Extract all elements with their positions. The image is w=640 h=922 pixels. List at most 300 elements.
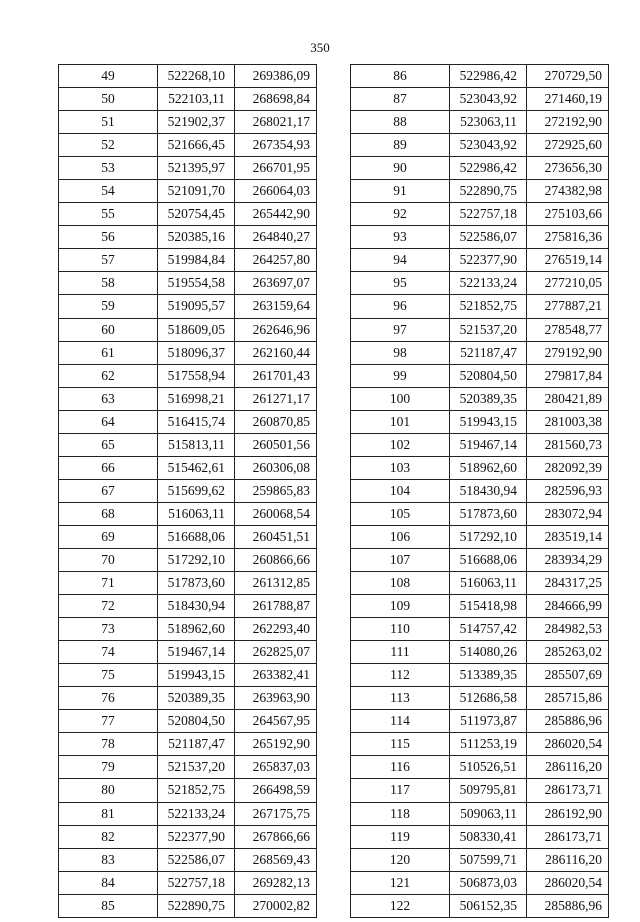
x-coordinate-cell: 521902,37 — [158, 111, 235, 134]
x-coordinate-cell: 506873,03 — [450, 871, 527, 894]
y-coordinate-cell: 275816,36 — [527, 226, 609, 249]
table-row — [351, 779, 609, 802]
x-coordinate-cell: 520385,16 — [158, 226, 235, 249]
y-coordinate-cell: 280421,89 — [527, 387, 609, 410]
x-coordinate-cell: 517292,10 — [158, 548, 235, 571]
x-coordinate-cell: 522986,42 — [450, 157, 527, 180]
point-number-cell: 86 — [351, 65, 450, 88]
x-coordinate-cell: 513389,35 — [450, 664, 527, 687]
table-row — [351, 387, 609, 410]
x-coordinate-cell: 522103,11 — [158, 88, 235, 111]
x-coordinate-cell: 518430,94 — [158, 595, 235, 618]
point-number-cell: 69 — [59, 525, 158, 548]
y-coordinate-cell: 260306,08 — [235, 456, 317, 479]
x-coordinate-cell: 521852,75 — [450, 295, 527, 318]
table-row — [59, 65, 317, 88]
point-number-cell: 87 — [351, 88, 450, 111]
table-row — [351, 88, 609, 111]
y-coordinate-cell: 285715,86 — [527, 687, 609, 710]
y-coordinate-cell: 276519,14 — [527, 249, 609, 272]
table-row — [351, 226, 609, 249]
point-number-cell: 72 — [59, 595, 158, 618]
y-coordinate-cell: 261271,17 — [235, 387, 317, 410]
point-number-cell: 98 — [351, 341, 450, 364]
x-coordinate-cell: 523043,92 — [450, 88, 527, 111]
y-coordinate-cell: 284666,99 — [527, 595, 609, 618]
table-row — [351, 180, 609, 203]
table-row — [59, 341, 317, 364]
table-row — [59, 664, 317, 687]
point-number-cell: 91 — [351, 180, 450, 203]
point-number-cell: 90 — [351, 157, 450, 180]
y-coordinate-cell: 264840,27 — [235, 226, 317, 249]
table-row — [351, 249, 609, 272]
y-coordinate-cell: 263963,90 — [235, 687, 317, 710]
x-coordinate-cell: 522586,07 — [450, 226, 527, 249]
table-row — [59, 848, 317, 871]
y-coordinate-cell: 261788,87 — [235, 595, 317, 618]
x-coordinate-cell: 519554,58 — [158, 272, 235, 295]
y-coordinate-cell: 277210,05 — [527, 272, 609, 295]
point-number-cell: 102 — [351, 433, 450, 456]
table-row — [59, 410, 317, 433]
table-row — [59, 433, 317, 456]
point-number-cell: 55 — [59, 203, 158, 226]
y-coordinate-cell: 286192,90 — [527, 802, 609, 825]
y-coordinate-cell: 268698,84 — [235, 88, 317, 111]
x-coordinate-cell: 522890,75 — [158, 894, 235, 917]
x-coordinate-cell: 519467,14 — [158, 641, 235, 664]
table-row — [59, 779, 317, 802]
point-number-cell: 82 — [59, 825, 158, 848]
coordinates-table-left — [58, 64, 317, 918]
table-row — [59, 88, 317, 111]
table-row — [59, 502, 317, 525]
point-number-cell: 100 — [351, 387, 450, 410]
x-coordinate-cell: 523063,11 — [450, 111, 527, 134]
point-number-cell: 84 — [59, 871, 158, 894]
table-row — [59, 134, 317, 157]
table-row — [351, 525, 609, 548]
x-coordinate-cell: 522757,18 — [450, 203, 527, 226]
point-number-cell: 97 — [351, 318, 450, 341]
y-coordinate-cell: 282092,39 — [527, 456, 609, 479]
table-row — [351, 479, 609, 502]
x-coordinate-cell: 517873,60 — [158, 572, 235, 595]
page-number: 350 — [310, 40, 330, 55]
y-coordinate-cell: 284982,53 — [527, 618, 609, 641]
y-coordinate-cell: 260451,51 — [235, 525, 317, 548]
table-row — [351, 548, 609, 571]
table-row — [59, 687, 317, 710]
y-coordinate-cell: 264257,80 — [235, 249, 317, 272]
point-number-cell: 116 — [351, 756, 450, 779]
table-row — [59, 710, 317, 733]
y-coordinate-cell: 262293,40 — [235, 618, 317, 641]
y-coordinate-cell: 261312,85 — [235, 572, 317, 595]
x-coordinate-cell: 522986,42 — [450, 65, 527, 88]
table-row — [351, 203, 609, 226]
y-coordinate-cell: 284317,25 — [527, 572, 609, 595]
x-coordinate-cell: 521666,45 — [158, 134, 235, 157]
point-number-cell: 79 — [59, 756, 158, 779]
y-coordinate-cell: 269386,09 — [235, 65, 317, 88]
x-coordinate-cell: 521091,70 — [158, 180, 235, 203]
point-number-cell: 50 — [59, 88, 158, 111]
point-number-cell: 78 — [59, 733, 158, 756]
y-coordinate-cell: 262646,96 — [235, 318, 317, 341]
point-number-cell: 122 — [351, 894, 450, 917]
point-number-cell: 96 — [351, 295, 450, 318]
x-coordinate-cell: 515462,61 — [158, 456, 235, 479]
x-coordinate-cell: 512686,58 — [450, 687, 527, 710]
y-coordinate-cell: 286173,71 — [527, 825, 609, 848]
y-coordinate-cell: 272192,90 — [527, 111, 609, 134]
y-coordinate-cell: 264567,95 — [235, 710, 317, 733]
point-number-cell: 58 — [59, 272, 158, 295]
x-coordinate-cell: 516063,11 — [450, 572, 527, 595]
point-number-cell: 70 — [59, 548, 158, 571]
table-row — [351, 295, 609, 318]
point-number-cell: 57 — [59, 249, 158, 272]
point-number-cell: 111 — [351, 641, 450, 664]
table-row — [351, 65, 609, 88]
coordinates-table-right — [350, 64, 609, 918]
x-coordinate-cell: 520389,35 — [450, 387, 527, 410]
x-coordinate-cell: 519095,57 — [158, 295, 235, 318]
point-number-cell: 49 — [59, 65, 158, 88]
y-coordinate-cell: 260068,54 — [235, 502, 317, 525]
x-coordinate-cell: 523043,92 — [450, 134, 527, 157]
table-row — [59, 618, 317, 641]
x-coordinate-cell: 509795,81 — [450, 779, 527, 802]
table-row — [59, 180, 317, 203]
y-coordinate-cell: 262160,44 — [235, 341, 317, 364]
point-number-cell: 114 — [351, 710, 450, 733]
x-coordinate-cell: 522890,75 — [450, 180, 527, 203]
x-coordinate-cell: 520754,45 — [158, 203, 235, 226]
y-coordinate-cell: 266701,95 — [235, 157, 317, 180]
table-row — [351, 272, 609, 295]
point-number-cell: 56 — [59, 226, 158, 249]
table-row — [59, 456, 317, 479]
x-coordinate-cell: 519943,15 — [450, 410, 527, 433]
point-number-cell: 61 — [59, 341, 158, 364]
table-row — [351, 664, 609, 687]
table-row — [351, 710, 609, 733]
table-row — [351, 157, 609, 180]
x-coordinate-cell: 522586,07 — [158, 848, 235, 871]
x-coordinate-cell: 518609,05 — [158, 318, 235, 341]
x-coordinate-cell: 516415,74 — [158, 410, 235, 433]
table-row — [59, 572, 317, 595]
x-coordinate-cell: 519984,84 — [158, 249, 235, 272]
table-row — [59, 525, 317, 548]
x-coordinate-cell: 515699,62 — [158, 479, 235, 502]
y-coordinate-cell: 263382,41 — [235, 664, 317, 687]
point-number-cell: 76 — [59, 687, 158, 710]
point-number-cell: 121 — [351, 871, 450, 894]
x-coordinate-cell: 516688,06 — [158, 525, 235, 548]
point-number-cell: 75 — [59, 664, 158, 687]
x-coordinate-cell: 515418,98 — [450, 595, 527, 618]
point-number-cell: 94 — [351, 249, 450, 272]
point-number-cell: 105 — [351, 502, 450, 525]
y-coordinate-cell: 265837,03 — [235, 756, 317, 779]
coordinates-table-right-body — [351, 65, 609, 918]
table-row — [59, 203, 317, 226]
y-coordinate-cell: 272925,60 — [527, 134, 609, 157]
x-coordinate-cell: 521537,20 — [158, 756, 235, 779]
x-coordinate-cell: 519467,14 — [450, 433, 527, 456]
table-row — [59, 595, 317, 618]
y-coordinate-cell: 271460,19 — [527, 88, 609, 111]
table-row — [351, 410, 609, 433]
x-coordinate-cell: 511973,87 — [450, 710, 527, 733]
point-number-cell: 71 — [59, 572, 158, 595]
point-number-cell: 52 — [59, 134, 158, 157]
y-coordinate-cell: 285263,02 — [527, 641, 609, 664]
x-coordinate-cell: 509063,11 — [450, 802, 527, 825]
point-number-cell: 120 — [351, 848, 450, 871]
x-coordinate-cell: 518962,60 — [158, 618, 235, 641]
x-coordinate-cell: 522268,10 — [158, 65, 235, 88]
coordinates-table-left-body — [59, 65, 317, 918]
x-coordinate-cell: 517558,94 — [158, 364, 235, 387]
table-row — [351, 756, 609, 779]
y-coordinate-cell: 285507,69 — [527, 664, 609, 687]
x-coordinate-cell: 516063,11 — [158, 502, 235, 525]
point-number-cell: 68 — [59, 502, 158, 525]
x-coordinate-cell: 520804,50 — [158, 710, 235, 733]
point-number-cell: 59 — [59, 295, 158, 318]
y-coordinate-cell: 259865,83 — [235, 479, 317, 502]
y-coordinate-cell: 275103,66 — [527, 203, 609, 226]
x-coordinate-cell: 516998,21 — [158, 387, 235, 410]
table-row — [351, 871, 609, 894]
point-number-cell: 107 — [351, 548, 450, 571]
y-coordinate-cell: 266064,03 — [235, 180, 317, 203]
table-row — [351, 641, 609, 664]
y-coordinate-cell: 286116,20 — [527, 756, 609, 779]
y-coordinate-cell: 266498,59 — [235, 779, 317, 802]
table-row — [351, 618, 609, 641]
point-number-cell: 77 — [59, 710, 158, 733]
table-row — [351, 318, 609, 341]
point-number-cell: 106 — [351, 525, 450, 548]
x-coordinate-cell: 514080,26 — [450, 641, 527, 664]
x-coordinate-cell: 517292,10 — [450, 525, 527, 548]
point-number-cell: 88 — [351, 111, 450, 134]
point-number-cell: 62 — [59, 364, 158, 387]
y-coordinate-cell: 270729,50 — [527, 65, 609, 88]
point-number-cell: 81 — [59, 802, 158, 825]
point-number-cell: 118 — [351, 802, 450, 825]
point-number-cell: 60 — [59, 318, 158, 341]
table-row — [59, 733, 317, 756]
table-row — [351, 111, 609, 134]
point-number-cell: 66 — [59, 456, 158, 479]
table-row — [351, 456, 609, 479]
x-coordinate-cell: 520804,50 — [450, 364, 527, 387]
table-row — [59, 226, 317, 249]
y-coordinate-cell: 277887,21 — [527, 295, 609, 318]
table-row — [351, 341, 609, 364]
y-coordinate-cell: 285886,96 — [527, 894, 609, 917]
x-coordinate-cell: 518096,37 — [158, 341, 235, 364]
table-row — [351, 595, 609, 618]
table-row — [351, 433, 609, 456]
y-coordinate-cell: 283519,14 — [527, 525, 609, 548]
x-coordinate-cell: 520389,35 — [158, 687, 235, 710]
table-row — [59, 641, 317, 664]
table-row — [59, 272, 317, 295]
y-coordinate-cell: 265192,90 — [235, 733, 317, 756]
x-coordinate-cell: 507599,71 — [450, 848, 527, 871]
table-row — [59, 111, 317, 134]
table-row — [351, 687, 609, 710]
y-coordinate-cell: 286116,20 — [527, 848, 609, 871]
point-number-cell: 101 — [351, 410, 450, 433]
x-coordinate-cell: 518962,60 — [450, 456, 527, 479]
y-coordinate-cell: 269282,13 — [235, 871, 317, 894]
table-row — [59, 318, 317, 341]
point-number-cell: 109 — [351, 595, 450, 618]
point-number-cell: 95 — [351, 272, 450, 295]
table-row — [59, 387, 317, 410]
y-coordinate-cell: 261701,43 — [235, 364, 317, 387]
x-coordinate-cell: 521852,75 — [158, 779, 235, 802]
x-coordinate-cell: 521187,47 — [158, 733, 235, 756]
table-row — [351, 502, 609, 525]
y-coordinate-cell: 262825,07 — [235, 641, 317, 664]
table-row — [59, 871, 317, 894]
table-row — [351, 894, 609, 917]
point-number-cell: 53 — [59, 157, 158, 180]
point-number-cell: 92 — [351, 203, 450, 226]
table-row — [351, 848, 609, 871]
y-coordinate-cell: 263159,64 — [235, 295, 317, 318]
table-row — [59, 894, 317, 917]
x-coordinate-cell: 521395,97 — [158, 157, 235, 180]
point-number-cell: 108 — [351, 572, 450, 595]
y-coordinate-cell: 260866,66 — [235, 548, 317, 571]
x-coordinate-cell: 521537,20 — [450, 318, 527, 341]
x-coordinate-cell: 522133,24 — [158, 802, 235, 825]
y-coordinate-cell: 283072,94 — [527, 502, 609, 525]
point-number-cell: 99 — [351, 364, 450, 387]
y-coordinate-cell: 260501,56 — [235, 433, 317, 456]
y-coordinate-cell: 278548,77 — [527, 318, 609, 341]
x-coordinate-cell: 522757,18 — [158, 871, 235, 894]
y-coordinate-cell: 286173,71 — [527, 779, 609, 802]
point-number-cell: 110 — [351, 618, 450, 641]
x-coordinate-cell: 518430,94 — [450, 479, 527, 502]
point-number-cell: 115 — [351, 733, 450, 756]
x-coordinate-cell: 517873,60 — [450, 502, 527, 525]
y-coordinate-cell: 279817,84 — [527, 364, 609, 387]
table-row — [59, 295, 317, 318]
y-coordinate-cell: 279192,90 — [527, 341, 609, 364]
point-number-cell: 113 — [351, 687, 450, 710]
y-coordinate-cell: 282596,93 — [527, 479, 609, 502]
x-coordinate-cell: 511253,19 — [450, 733, 527, 756]
x-coordinate-cell: 522377,90 — [450, 249, 527, 272]
y-coordinate-cell: 268021,17 — [235, 111, 317, 134]
table-row — [59, 364, 317, 387]
y-coordinate-cell: 265442,90 — [235, 203, 317, 226]
y-coordinate-cell: 267866,66 — [235, 825, 317, 848]
x-coordinate-cell: 521187,47 — [450, 341, 527, 364]
x-coordinate-cell: 514757,42 — [450, 618, 527, 641]
x-coordinate-cell: 510526,51 — [450, 756, 527, 779]
x-coordinate-cell: 516688,06 — [450, 548, 527, 571]
point-number-cell: 65 — [59, 433, 158, 456]
point-number-cell: 119 — [351, 825, 450, 848]
table-row — [351, 825, 609, 848]
x-coordinate-cell: 522133,24 — [450, 272, 527, 295]
point-number-cell: 67 — [59, 479, 158, 502]
point-number-cell: 104 — [351, 479, 450, 502]
y-coordinate-cell: 281003,38 — [527, 410, 609, 433]
table-row — [351, 802, 609, 825]
point-number-cell: 51 — [59, 111, 158, 134]
y-coordinate-cell: 286020,54 — [527, 733, 609, 756]
table-row — [59, 479, 317, 502]
point-number-cell: 89 — [351, 134, 450, 157]
y-coordinate-cell: 274382,98 — [527, 180, 609, 203]
y-coordinate-cell: 273656,30 — [527, 157, 609, 180]
table-row — [351, 572, 609, 595]
point-number-cell: 103 — [351, 456, 450, 479]
table-row — [59, 157, 317, 180]
point-number-cell: 85 — [59, 894, 158, 917]
point-number-cell: 80 — [59, 779, 158, 802]
table-row — [59, 802, 317, 825]
x-coordinate-cell: 522377,90 — [158, 825, 235, 848]
y-coordinate-cell: 283934,29 — [527, 548, 609, 571]
y-coordinate-cell: 285886,96 — [527, 710, 609, 733]
table-row — [351, 364, 609, 387]
x-coordinate-cell: 506152,35 — [450, 894, 527, 917]
y-coordinate-cell: 268569,43 — [235, 848, 317, 871]
table-row — [59, 249, 317, 272]
point-number-cell: 64 — [59, 410, 158, 433]
table-row — [351, 134, 609, 157]
y-coordinate-cell: 286020,54 — [527, 871, 609, 894]
table-row — [59, 756, 317, 779]
y-coordinate-cell: 260870,85 — [235, 410, 317, 433]
point-number-cell: 112 — [351, 664, 450, 687]
table-row — [59, 548, 317, 571]
point-number-cell: 117 — [351, 779, 450, 802]
point-number-cell: 73 — [59, 618, 158, 641]
y-coordinate-cell: 270002,82 — [235, 894, 317, 917]
table-row — [351, 733, 609, 756]
x-coordinate-cell: 515813,11 — [158, 433, 235, 456]
x-coordinate-cell: 519943,15 — [158, 664, 235, 687]
x-coordinate-cell: 508330,41 — [450, 825, 527, 848]
point-number-cell: 83 — [59, 848, 158, 871]
point-number-cell: 93 — [351, 226, 450, 249]
point-number-cell: 74 — [59, 641, 158, 664]
point-number-cell: 54 — [59, 180, 158, 203]
y-coordinate-cell: 267354,93 — [235, 134, 317, 157]
y-coordinate-cell: 267175,75 — [235, 802, 317, 825]
table-row — [59, 825, 317, 848]
point-number-cell: 63 — [59, 387, 158, 410]
y-coordinate-cell: 281560,73 — [527, 433, 609, 456]
